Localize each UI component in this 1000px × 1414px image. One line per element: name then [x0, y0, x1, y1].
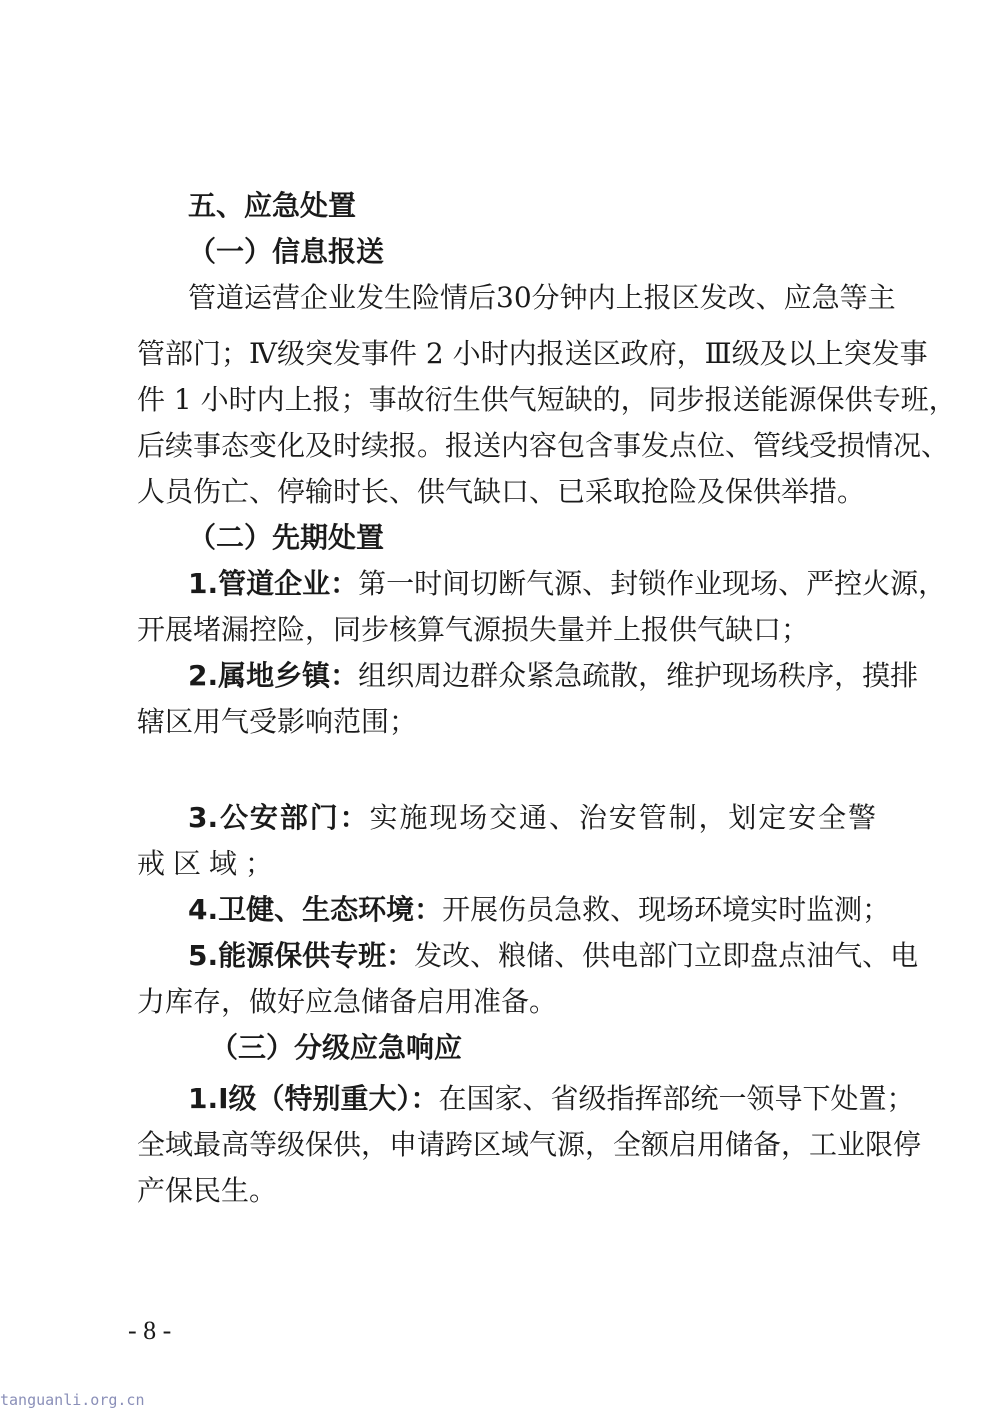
item-text: 开展伤员急救、现场环境实时监测； [442, 893, 891, 926]
item-text: 组织周边群众紧急疏散，维护现场秩序，摸排 [358, 659, 919, 692]
paragraph-line: 产保民生。 [137, 1174, 278, 1207]
site-watermark: tanguanli.org.cn [0, 1391, 145, 1409]
item-text: 第一时间切断气源、封锁作业现场、严控火源， [358, 567, 947, 600]
paragraph-line: 力库存，做好应急储备启用准备。 [137, 985, 558, 1018]
section-title: 五、应急处置 [188, 189, 357, 222]
paragraph-line: 后续事态变化及时续报。报送内容包含事发点位、管线受损情况、 [137, 429, 950, 462]
paragraph-line: 管道运营企业发生险情后30分钟内上报区发改、应急等主 [188, 281, 896, 314]
list-item-township [188, 656, 919, 696]
item-text: 实施现场交通、治安管制，划定安全警 [369, 801, 876, 834]
list-item-energy-task-force [188, 936, 919, 976]
subsection-title-info-report: （一）信息报送 [188, 235, 385, 268]
list-item-pipeline-company [188, 564, 947, 604]
paragraph-line: 戒区域； [137, 847, 282, 880]
paragraph-line: 管部门；Ⅳ级突发事件 2 小时内报送区政府，Ⅲ级及以上突发事 [137, 337, 928, 370]
page-number: - 8 - [128, 1316, 172, 1345]
paragraph-line: 件 1 小时内上报；事故衍生供气短缺的，同步报送能源保供专班， [137, 383, 957, 416]
list-item-level-one [188, 1079, 915, 1119]
item-label: 1.管道企业： [188, 567, 359, 600]
subsection-title-initial-response: （二）先期处置 [188, 521, 385, 554]
list-item-health-environment [188, 890, 928, 930]
item-text: 发改、粮储、供电部门立即盘点油气、电 [414, 939, 919, 972]
paragraph-line: 全域最高等级保供，申请跨区域气源，全额启用储备，工业限停 [137, 1128, 922, 1161]
item-label: 5.能源保供专班： [188, 939, 415, 972]
paragraph-line: 开展堵漏控险，同步核算气源损失量并上报供气缺口； [137, 613, 810, 646]
item-text: 在国家、省级指挥部统一领导下处置； [438, 1082, 915, 1115]
item-label: 4.卫健、生态环境： [188, 893, 443, 926]
paragraph-line: 辖区用气受影响范围； [137, 705, 418, 738]
paragraph-line: 人员伤亡、停输时长、供气缺口、已采取抢险及保供举措。 [137, 475, 866, 508]
item-label: 3.公安部门： [188, 801, 370, 834]
item-label: 1.Ⅰ级（特别重大）： [188, 1082, 439, 1115]
item-label: 2.属地乡镇： [188, 659, 359, 692]
list-item-public-security [188, 798, 876, 838]
subsection-title-graded-response: （三）分级应急响应 [210, 1031, 463, 1064]
